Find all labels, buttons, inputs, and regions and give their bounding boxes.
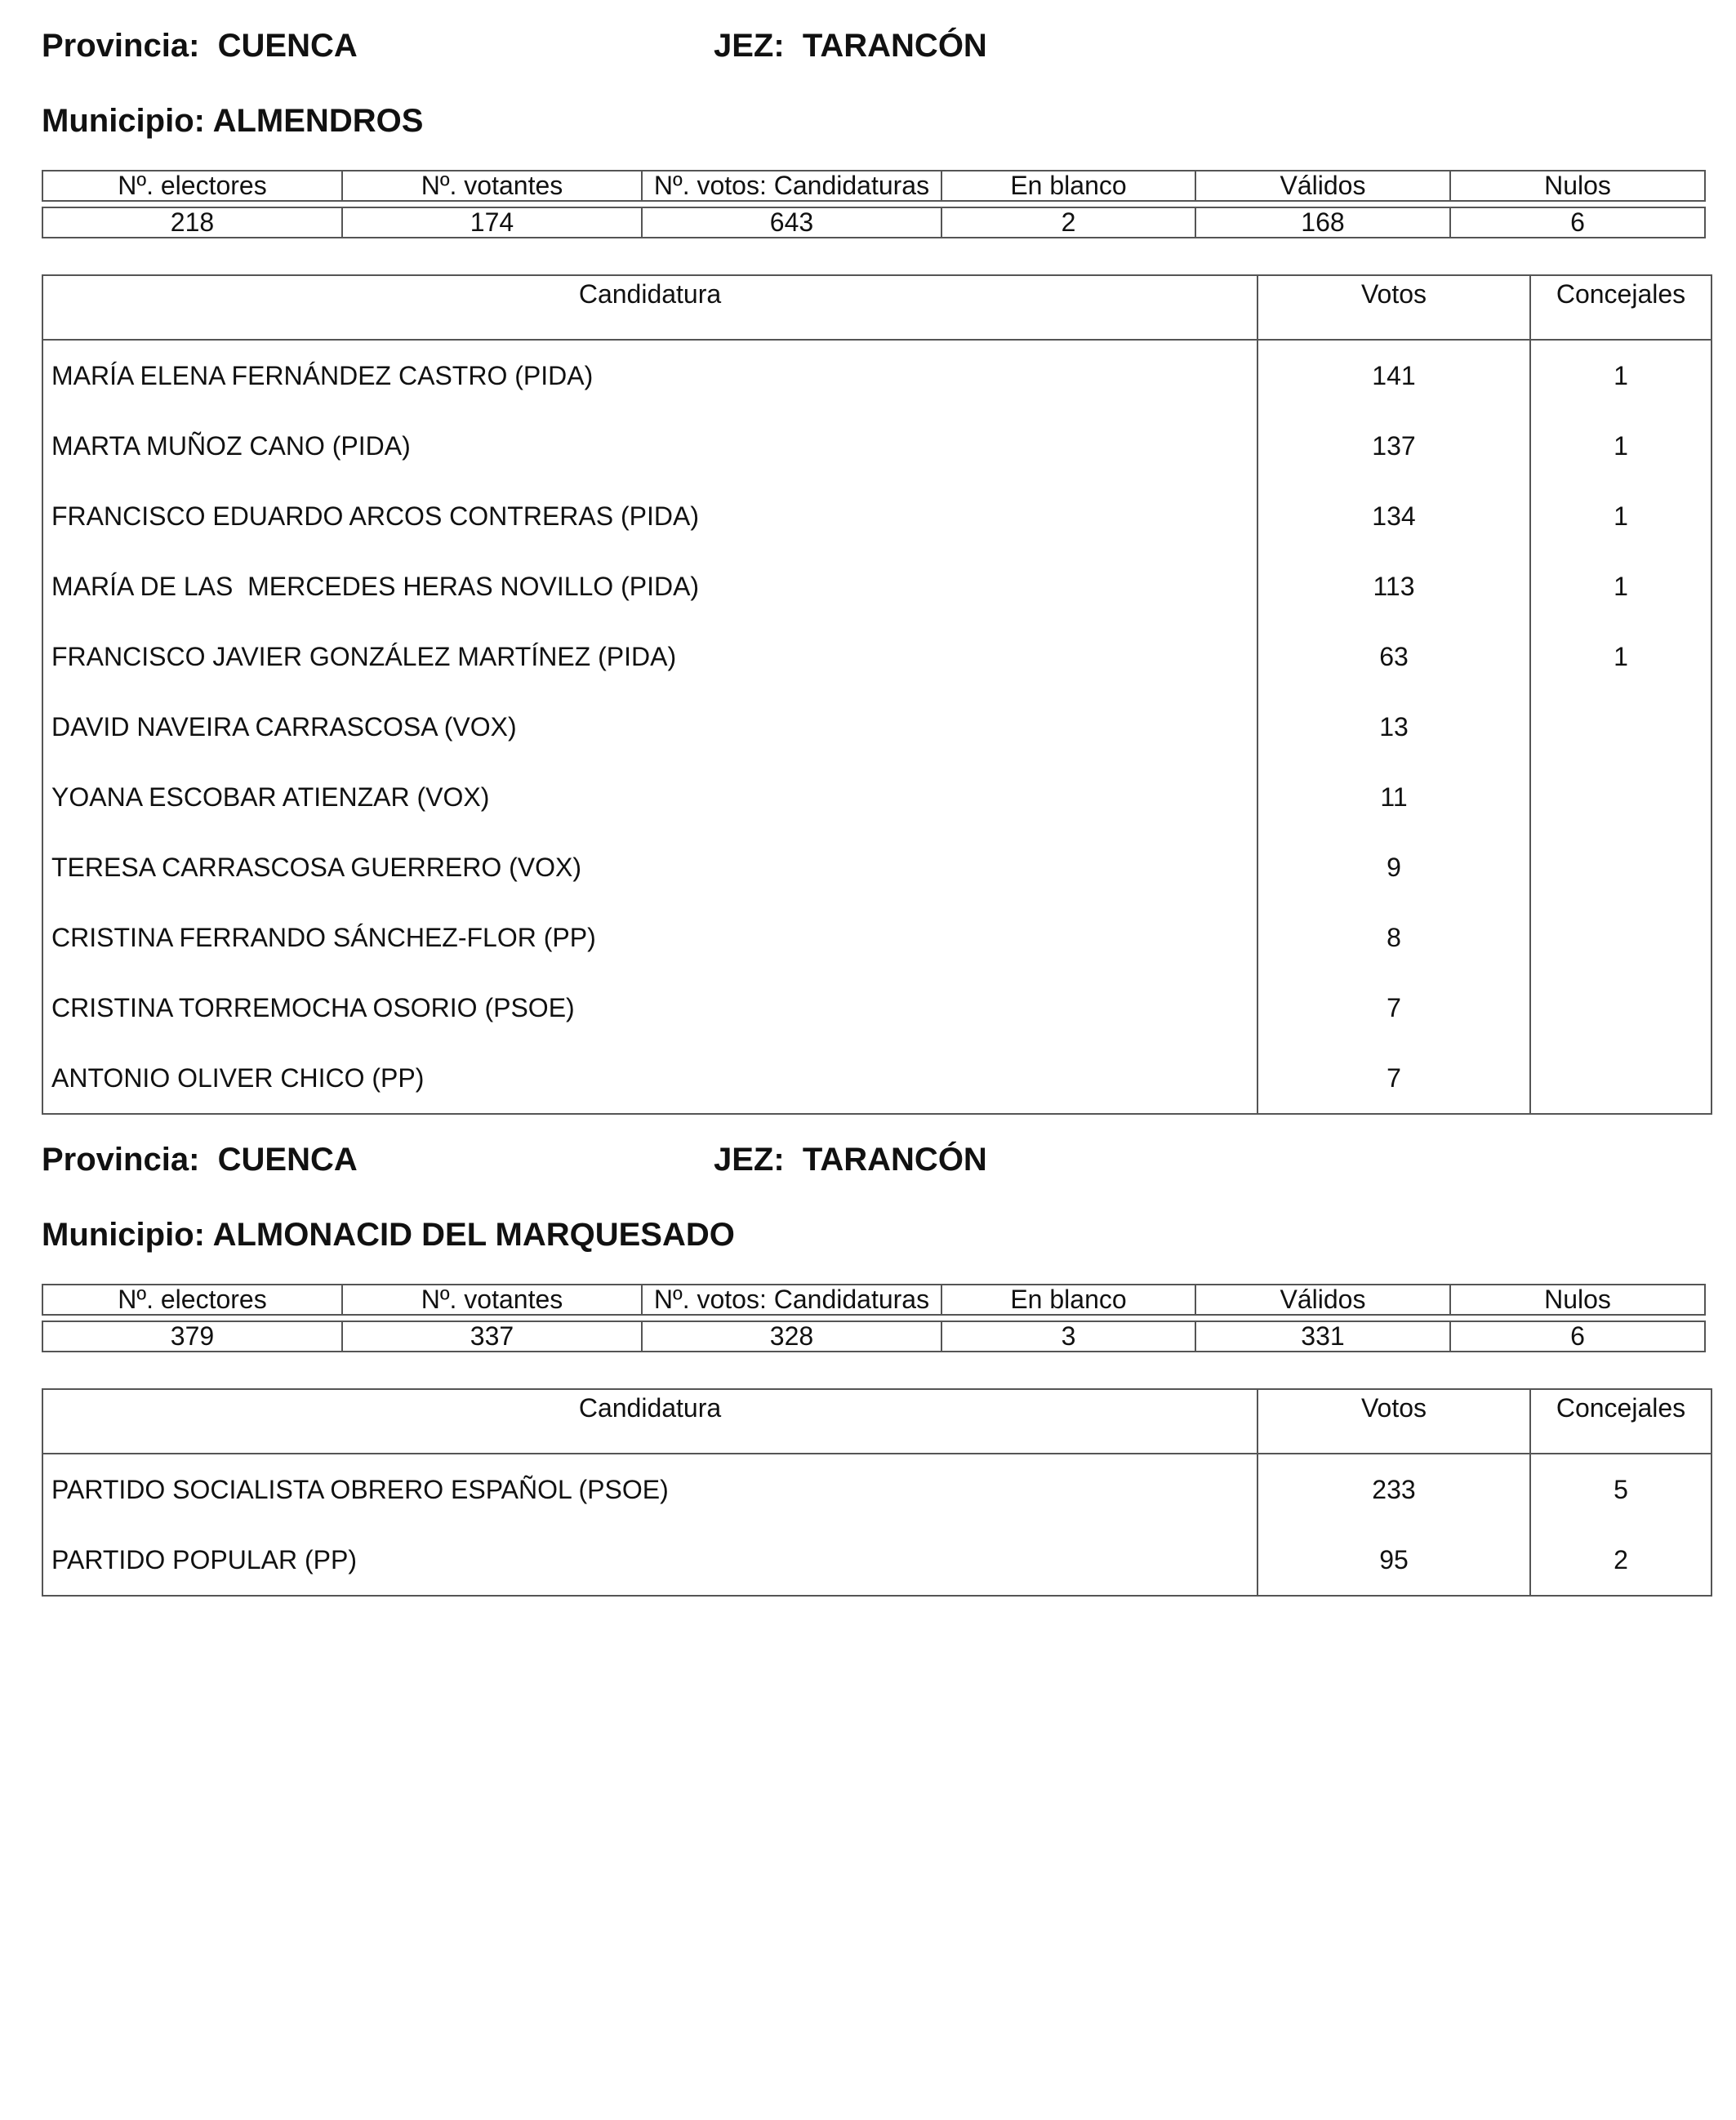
stats-header-row xyxy=(42,1285,1705,1315)
stats-value-cell: 328 xyxy=(642,1321,941,1352)
candidate-votos: 9 xyxy=(1257,832,1530,902)
jez-label: JEZ: xyxy=(714,28,785,64)
stats-value-cell: 168 xyxy=(1195,207,1450,238)
candidate-row xyxy=(42,832,1712,902)
provincia-line xyxy=(42,28,358,65)
candidate-concejales: 1 xyxy=(1530,340,1712,411)
stats-value-cell: 218 xyxy=(42,207,342,238)
candidate-votos: 13 xyxy=(1257,692,1530,762)
provincia-value: CUENCA xyxy=(217,1142,358,1178)
candidate-name: CRISTINA TORREMOCHA OSORIO (PSOE) xyxy=(51,992,575,1022)
municipio-value: ALMONACID DEL MARQUESADO xyxy=(212,1217,735,1253)
candidate-row xyxy=(42,481,1712,551)
stats-value-cell: 174 xyxy=(342,207,642,238)
stats-header-cell: Nulos xyxy=(1450,171,1705,201)
jez-line xyxy=(714,28,987,65)
candidate-votos: 113 xyxy=(1257,551,1530,621)
candidate-concejales: 2 xyxy=(1530,1525,1712,1596)
votos-header: Votos xyxy=(1257,275,1530,340)
provincia-label: Provincia: xyxy=(42,28,200,64)
header-line xyxy=(42,28,1704,77)
jez-label: JEZ: xyxy=(714,1142,785,1178)
candidate-votos: 7 xyxy=(1257,973,1530,1043)
stats-header-cell: Válidos xyxy=(1195,1285,1450,1315)
concejales-header: Concejales xyxy=(1530,1389,1712,1454)
municipality-section xyxy=(42,28,1704,1115)
candidate-name: CRISTINA FERRANDO SÁNCHEZ-FLOR (PP) xyxy=(51,922,596,952)
stats-value-row xyxy=(42,1321,1705,1352)
stats-header-cell: Nº. electores xyxy=(42,171,342,201)
candidate-votos: 7 xyxy=(1257,1043,1530,1114)
candidate-name: FRANCISCO EDUARDO ARCOS CONTRERAS (PIDA) xyxy=(51,501,699,531)
jez-value: TARANCÓN xyxy=(802,1142,987,1178)
candidate-concejales xyxy=(1530,902,1712,973)
stats-value-cell: 331 xyxy=(1195,1321,1450,1352)
candidate-concejales xyxy=(1530,762,1712,832)
candidate-name: MARÍA ELENA FERNÁNDEZ CASTRO (PIDA) xyxy=(51,360,594,390)
candidates-table xyxy=(42,274,1712,1115)
stats-value-cell: 337 xyxy=(342,1321,642,1352)
candidates-table xyxy=(42,1388,1712,1597)
candidate-concejales: 1 xyxy=(1530,621,1712,692)
candidate-name: TERESA CARRASCOSA GUERRERO (VOX) xyxy=(51,852,582,882)
candidate-name: FRANCISCO JAVIER GONZÁLEZ MARTÍNEZ (PIDA) xyxy=(51,641,677,671)
stats-header-cell: Nº. votos: Candidaturas xyxy=(642,171,941,201)
jez-line xyxy=(714,1142,987,1178)
candidate-row xyxy=(42,1454,1712,1525)
candidates-header-row xyxy=(42,275,1712,340)
municipio-value: ALMENDROS xyxy=(212,103,424,139)
votos-header: Votos xyxy=(1257,1389,1530,1454)
candidate-votos: 11 xyxy=(1257,762,1530,832)
municipio-line xyxy=(42,1217,1704,1254)
stats-header-cell: Nº. votantes xyxy=(342,171,642,201)
stats-header-cell: Válidos xyxy=(1195,171,1450,201)
candidate-votos: 233 xyxy=(1257,1454,1530,1525)
candidate-concejales: 1 xyxy=(1530,481,1712,551)
candidate-votos: 8 xyxy=(1257,902,1530,973)
provincia-line xyxy=(42,1142,358,1178)
candidate-row xyxy=(42,902,1712,973)
stats-value-cell: 643 xyxy=(642,207,941,238)
candidate-name: MARÍA DE LAS MERCEDES HERAS NOVILLO (PIDA) xyxy=(51,571,700,601)
candidate-name: PARTIDO POPULAR (PP) xyxy=(51,1544,357,1574)
stats-header-cell: En blanco xyxy=(941,171,1195,201)
candidate-concejales: 1 xyxy=(1530,551,1712,621)
candidate-concejales xyxy=(1530,832,1712,902)
candidate-row xyxy=(42,692,1712,762)
stats-header-row xyxy=(42,171,1705,201)
candidatura-header: Candidatura xyxy=(42,1389,1257,1454)
stats-table xyxy=(42,170,1706,238)
concejales-header: Concejales xyxy=(1530,275,1712,340)
municipio-label: Municipio: xyxy=(42,103,205,139)
candidate-concejales: 1 xyxy=(1530,411,1712,481)
candidate-row xyxy=(42,340,1712,411)
stats-table xyxy=(42,1284,1706,1352)
municipality-section xyxy=(42,1142,1704,1597)
candidate-row xyxy=(42,411,1712,481)
candidate-row xyxy=(42,762,1712,832)
stats-header-cell: Nº. electores xyxy=(42,1285,342,1315)
municipio-label: Municipio: xyxy=(42,1217,205,1253)
municipio-line xyxy=(42,103,1704,140)
candidate-concejales xyxy=(1530,973,1712,1043)
candidate-concejales: 5 xyxy=(1530,1454,1712,1525)
stats-value-cell: 6 xyxy=(1450,1321,1705,1352)
candidate-concejales xyxy=(1530,692,1712,762)
stats-header-cell: Nº. votos: Candidaturas xyxy=(642,1285,941,1315)
candidate-name: DAVID NAVEIRA CARRASCOSA (VOX) xyxy=(51,711,517,742)
candidate-name: YOANA ESCOBAR ATIENZAR (VOX) xyxy=(51,782,490,812)
candidate-votos: 141 xyxy=(1257,340,1530,411)
candidate-name: ANTONIO OLIVER CHICO (PP) xyxy=(51,1062,425,1093)
header-line xyxy=(42,1142,1704,1191)
stats-header-cell: Nulos xyxy=(1450,1285,1705,1315)
candidate-name: PARTIDO SOCIALISTA OBRERO ESPAÑOL (PSOE) xyxy=(51,1474,669,1504)
stats-value-cell: 379 xyxy=(42,1321,342,1352)
stats-value-cell: 6 xyxy=(1450,207,1705,238)
jez-value: TARANCÓN xyxy=(802,28,987,64)
candidate-votos: 95 xyxy=(1257,1525,1530,1596)
candidate-row xyxy=(42,621,1712,692)
candidate-row xyxy=(42,973,1712,1043)
stats-header-cell: En blanco xyxy=(941,1285,1195,1315)
candidate-row xyxy=(42,551,1712,621)
provincia-label: Provincia: xyxy=(42,1142,200,1178)
candidate-concejales xyxy=(1530,1043,1712,1114)
provincia-value: CUENCA xyxy=(217,28,358,64)
candidate-votos: 134 xyxy=(1257,481,1530,551)
candidate-votos: 137 xyxy=(1257,411,1530,481)
stats-value-cell: 2 xyxy=(941,207,1195,238)
candidate-row xyxy=(42,1043,1712,1114)
stats-header-cell: Nº. votantes xyxy=(342,1285,642,1315)
candidate-votos: 63 xyxy=(1257,621,1530,692)
candidatura-header: Candidatura xyxy=(42,275,1257,340)
stats-value-row xyxy=(42,207,1705,238)
stats-value-cell: 3 xyxy=(941,1321,1195,1352)
candidates-header-row xyxy=(42,1389,1712,1454)
candidate-name: MARTA MUÑOZ CANO (PIDA) xyxy=(51,430,411,461)
candidate-row xyxy=(42,1525,1712,1596)
